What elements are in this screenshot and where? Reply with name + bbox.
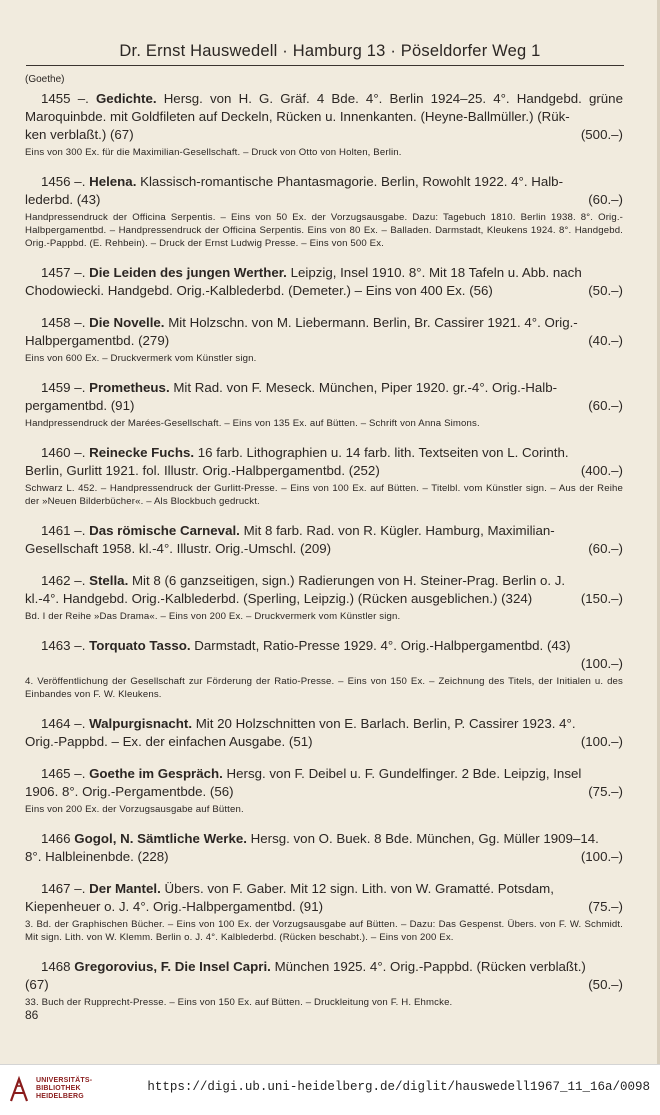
- entry-last-line: [25, 590, 623, 608]
- ditto-dash: –.: [74, 573, 86, 588]
- lot-number: 1455: [41, 91, 71, 106]
- entry-note: 4. Veröffentlichung der Gesellschaft zur Förderung der Ratio-Presse. – Eins von 150 Ex. – Zeichnung des Titels, der Initialen u. des Einbandes von F. W. Kleukens.: [25, 676, 623, 700]
- entry-text: [25, 264, 623, 282]
- entry-last-line: [25, 783, 623, 801]
- catalog-entry: [25, 264, 623, 300]
- estimate-price: (50.–): [588, 977, 623, 992]
- entry-title: Gedichte.: [95, 91, 157, 106]
- entry-description-end: 8°. Halbleinenbde. (228): [25, 849, 169, 864]
- estimate-price: (100.–): [580, 849, 623, 864]
- entry-text: [25, 572, 623, 590]
- entry-last-line: [25, 898, 623, 916]
- entry-description-end: Gesellschaft 1958. kl.-4°. Illustr. Orig.-Umschl. (209): [25, 541, 332, 556]
- entry-title: Prometheus.: [89, 380, 170, 395]
- entry-last-line: [25, 976, 623, 994]
- entry-last-line: [25, 126, 623, 144]
- logo-line: UNIVERSITÄTS-: [36, 1077, 93, 1084]
- entry-description-end: pergamentbd. (91): [25, 398, 135, 413]
- entry-last-line: [25, 397, 623, 415]
- estimate-price: (60.–): [588, 192, 623, 207]
- entry-description: Leipzig, Insel 1910. 8°. Mit 18 Tafeln u. Abb. nach: [290, 265, 582, 280]
- entry-note: Handpressendruck der Marées-Gesellschaft. – Eins von 135 Ex. auf Bütten. – Schrift von Anna Simons.: [25, 418, 480, 429]
- entry-title: Die Leiden des jungen Werther.: [89, 265, 287, 280]
- catalog-entry: [25, 715, 623, 751]
- entry-title: Walpurgisnacht.: [89, 716, 193, 731]
- estimate-price: (75.–): [588, 899, 623, 914]
- page-number: 86: [25, 1008, 39, 1022]
- entry-text: [25, 880, 623, 898]
- entry-description: Mit 8 (6 ganzseitigen, sign.) Radierungen von H. Steiner-Prag. Berlin o. J.: [131, 573, 566, 588]
- entry-note: Handpressendruck der Officina Serpentis. – Eins von 50 Ex. der Vorzugsausgabe. Dazu: Tagebuch 1810. Berlin 1938. 8°. Orig.-Halbpergamentbd. – Handpressendruck der Officina Serpentis. Eins von 80 Ex. – Balladen. Darmstadt, Kleukens 1924. 8°. Handgebd. Orig.-Pappbd. (E. Rehbein). – Druck der Ernst Ludwig Presse. – Eins von 500 Ex.: [25, 212, 623, 249]
- catalog-entry: [25, 572, 623, 623]
- entry-description: Übers. von F. Gaber. Mit 12 sign. Lith. von W. Gramatté. Potsdam,: [164, 881, 554, 896]
- entry-text: [25, 522, 623, 540]
- estimate-price: (50.–): [588, 283, 623, 298]
- entry-text: [25, 314, 623, 332]
- entry-text: [25, 715, 623, 733]
- ditto-dash: –.: [74, 265, 86, 280]
- entry-description-end: lederbd. (43): [25, 192, 101, 207]
- entry-note: Schwarz L. 452. – Handpressendruck der Gurlitt-Presse. – Eins von 100 Ex. auf Bütten. – Titelbl. vom Künstler sign. – Aus der Reihe der »Neuen Bilderbücher«. – Als Blockbuch gedruckt.: [25, 483, 623, 507]
- catalog-entry: [25, 522, 623, 558]
- catalog-entry: [25, 880, 623, 944]
- catalog-entry: [25, 830, 623, 866]
- lot-number: 1463: [41, 638, 71, 653]
- entry-last-line: [25, 655, 623, 673]
- entry-last-line: [25, 282, 623, 300]
- entry-text: [25, 637, 623, 655]
- library-seal-icon: [8, 1075, 30, 1103]
- catalog-entry: [25, 314, 623, 365]
- lot-number: 1457: [41, 265, 71, 280]
- entry-text: [25, 379, 623, 397]
- estimate-price: (60.–): [588, 541, 623, 556]
- estimate-price: (150.–): [580, 591, 623, 606]
- lot-number: 1460: [41, 445, 71, 460]
- catalog-entry: [25, 958, 623, 1009]
- entry-title: Torquato Tasso.: [89, 638, 191, 653]
- entry-title: Stella.: [89, 573, 129, 588]
- estimate-price: (60.–): [588, 398, 623, 413]
- entry-note: 3. Bd. der Graphischen Bücher. – Eins von 100 Ex. der Vorzugsausgabe auf Bütten. – Dazu: Das Gespenst. Übers. von F. W. Schmidt. Mit sign. Lith. von W. Klemm. Berlin o. J. 4°. Kalblederbd. (Rücken beschabt.). – Eins von 200 Ex.: [25, 919, 623, 943]
- entry-description: Hersg. von H. G. Gräf. 4 Bde. 4°. Berlin 1924–25. 4°. Handgebd. grüne Maroquinbde. mit Goldfileten auf Deckeln, Rücken u. Innenkanten. (Heyne-Ballmüller.) (Rük-: [25, 91, 623, 124]
- lot-number: 1468: [41, 959, 71, 974]
- entry-description: Klassisch-romantische Phantasmagorie. Berlin, Rowohlt 1922. 4°. Halb-: [140, 174, 563, 189]
- entry-description-end: Berlin, Gurlitt 1921. fol. Illustr. Orig.-Halbpergamentbd. (252): [25, 463, 380, 478]
- header-rule: [26, 65, 624, 66]
- entry-last-line: [25, 733, 623, 751]
- lot-number: 1464: [41, 716, 71, 731]
- catalog-entry: [25, 90, 623, 159]
- entry-last-line: [25, 462, 623, 480]
- entry-title: Helena.: [89, 174, 137, 189]
- estimate-price: (100.–): [580, 734, 623, 749]
- ditto-dash: –.: [74, 716, 86, 731]
- entry-note: Bd. I der Reihe »Das Drama«. – Eins von 200 Ex. – Druckvermerk vom Künstler sign.: [25, 611, 401, 622]
- logo-line: BIBLIOTHEK: [36, 1085, 81, 1092]
- entry-title: Gogol, N. Sämtliche Werke.: [74, 831, 247, 846]
- catalog-entry: [25, 765, 623, 816]
- entry-note: 33. Buch der Rupprecht-Presse. – Eins von 150 Ex. auf Bütten. – Druckleitung von F. H. Ehmcke.: [25, 997, 453, 1008]
- catalog-entry: [25, 379, 623, 430]
- ditto-dash: –.: [74, 445, 86, 460]
- estimate-price: (500.–): [580, 127, 623, 142]
- page-header: Dr. Ernst Hauswedell · Hamburg 13 · Pöseldorfer Weg 1: [119, 42, 541, 60]
- entry-last-line: [25, 848, 623, 866]
- entry-note: Eins von 200 Ex. der Vorzugsausgabe auf Bütten.: [25, 804, 244, 815]
- entry-list: [25, 90, 623, 1009]
- lot-number: 1466: [41, 831, 71, 846]
- lot-number: 1467: [41, 881, 71, 896]
- lot-number: 1459: [41, 380, 71, 395]
- entry-note: Eins von 600 Ex. – Druckvermerk vom Künstler sign.: [25, 353, 257, 364]
- entry-title: Reinecke Fuchs.: [89, 445, 195, 460]
- entry-title: Das römische Carneval.: [89, 523, 240, 538]
- entry-description: Mit Holzschn. von M. Liebermann. Berlin, Br. Cassirer 1921. 4°. Orig.-: [168, 315, 578, 330]
- lot-number: 1458: [41, 315, 71, 330]
- ditto-dash: –.: [74, 315, 86, 330]
- entry-title: Der Mantel.: [89, 881, 161, 896]
- entry-title: Gregorovius, F. Die Insel Capri.: [74, 959, 271, 974]
- catalog-entry: [25, 173, 623, 250]
- entry-last-line: [25, 191, 623, 209]
- entry-note: Eins von 300 Ex. für die Maximilian-Gesellschaft. – Druck von Otto von Holten, Berlin.: [25, 147, 402, 158]
- page-body: [25, 70, 623, 1023]
- entry-description-end: (67): [25, 977, 49, 992]
- library-name: [36, 1077, 92, 1101]
- viewer-footer: [0, 1064, 660, 1115]
- ditto-dash: –.: [74, 766, 86, 781]
- ditto-dash: –.: [74, 881, 86, 896]
- ditto-dash: –.: [74, 174, 86, 189]
- catalog-entry: [25, 637, 623, 701]
- entry-description-end: Chodowiecki. Handgebd. Orig.-Kalblederbd. (Demeter.) – Eins von 400 Ex. (56): [25, 283, 493, 298]
- entry-description: München 1925. 4°. Orig.-Pappbd. (Rücken verblaßt.): [274, 959, 586, 974]
- entry-description: 16 farb. Lithographien u. 14 farb. lith. Textseiten von L. Corinth.: [197, 445, 569, 460]
- lot-number: 1461: [41, 523, 71, 538]
- entry-description: Darmstadt, Ratio-Presse 1929. 4°. Orig.-Halbpergamentbd. (43): [194, 638, 571, 653]
- ditto-dash: –.: [77, 91, 89, 106]
- entry-description-end: 1906. 8°. Orig.-Pergamentbde. (56): [25, 784, 234, 799]
- lot-number: 1465: [41, 766, 71, 781]
- estimate-price: (75.–): [588, 784, 623, 799]
- estimate-price: (40.–): [588, 333, 623, 348]
- entry-last-line: [25, 332, 623, 350]
- estimate-price: (400.–): [580, 463, 623, 478]
- entry-text: [25, 173, 623, 191]
- logo-line: HEIDELBERG: [36, 1093, 84, 1100]
- entry-description: Mit Rad. von F. Meseck. München, Piper 1920. gr.-4°. Orig.-Halb-: [173, 380, 558, 395]
- permalink-url[interactable]: https://digi.ub.uni-heidelberg.de/diglit/hauswedell1967_11_16a/0098: [147, 1080, 650, 1094]
- ditto-dash: –.: [74, 523, 86, 538]
- entry-text: [25, 90, 623, 126]
- section-label: (Goethe): [25, 74, 65, 85]
- entry-description: Mit 8 farb. Rad. von R. Kügler. Hamburg, Maximilian-: [243, 523, 555, 538]
- entry-title: Die Novelle.: [89, 315, 165, 330]
- library-logo[interactable]: [8, 1075, 92, 1103]
- ditto-dash: –.: [74, 638, 86, 653]
- entry-description-end: kl.-4°. Handgebd. Orig.-Kalblederbd. (Sperling, Leipzig.) (Rücken ausgeblichen.) (324): [25, 591, 533, 606]
- estimate-price: (100.–): [580, 656, 623, 671]
- entry-description-end: Halbpergamentbd. (279): [25, 333, 170, 348]
- entry-description-end: Kiepenheuer o. J. 4°. Orig.-Halbpergamentbd. (91): [25, 899, 324, 914]
- entry-text: [25, 444, 623, 462]
- catalog-entry: [25, 444, 623, 508]
- entry-title: Goethe im Gespräch.: [89, 766, 223, 781]
- entry-description-end: ken verblaßt.) (67): [25, 127, 134, 142]
- entry-description: Mit 20 Holzschnitten von E. Barlach. Berlin, P. Cassirer 1923. 4°.: [195, 716, 576, 731]
- lot-number: 1462: [41, 573, 71, 588]
- ditto-dash: –.: [74, 380, 86, 395]
- entry-text: [25, 958, 623, 976]
- lot-number: 1456: [41, 174, 71, 189]
- entry-last-line: [25, 540, 623, 558]
- entry-description: Hersg. von F. Deibel u. F. Gundelfinger. 2 Bde. Leipzig, Insel: [226, 766, 582, 781]
- entry-text: [25, 765, 623, 783]
- entry-description: Hersg. von O. Buek. 8 Bde. München, Gg. Müller 1909–14.: [250, 831, 599, 846]
- entry-description-end: Orig.-Pappbd. – Ex. der einfachen Ausgabe. (51): [25, 734, 313, 749]
- entry-text: [25, 830, 623, 848]
